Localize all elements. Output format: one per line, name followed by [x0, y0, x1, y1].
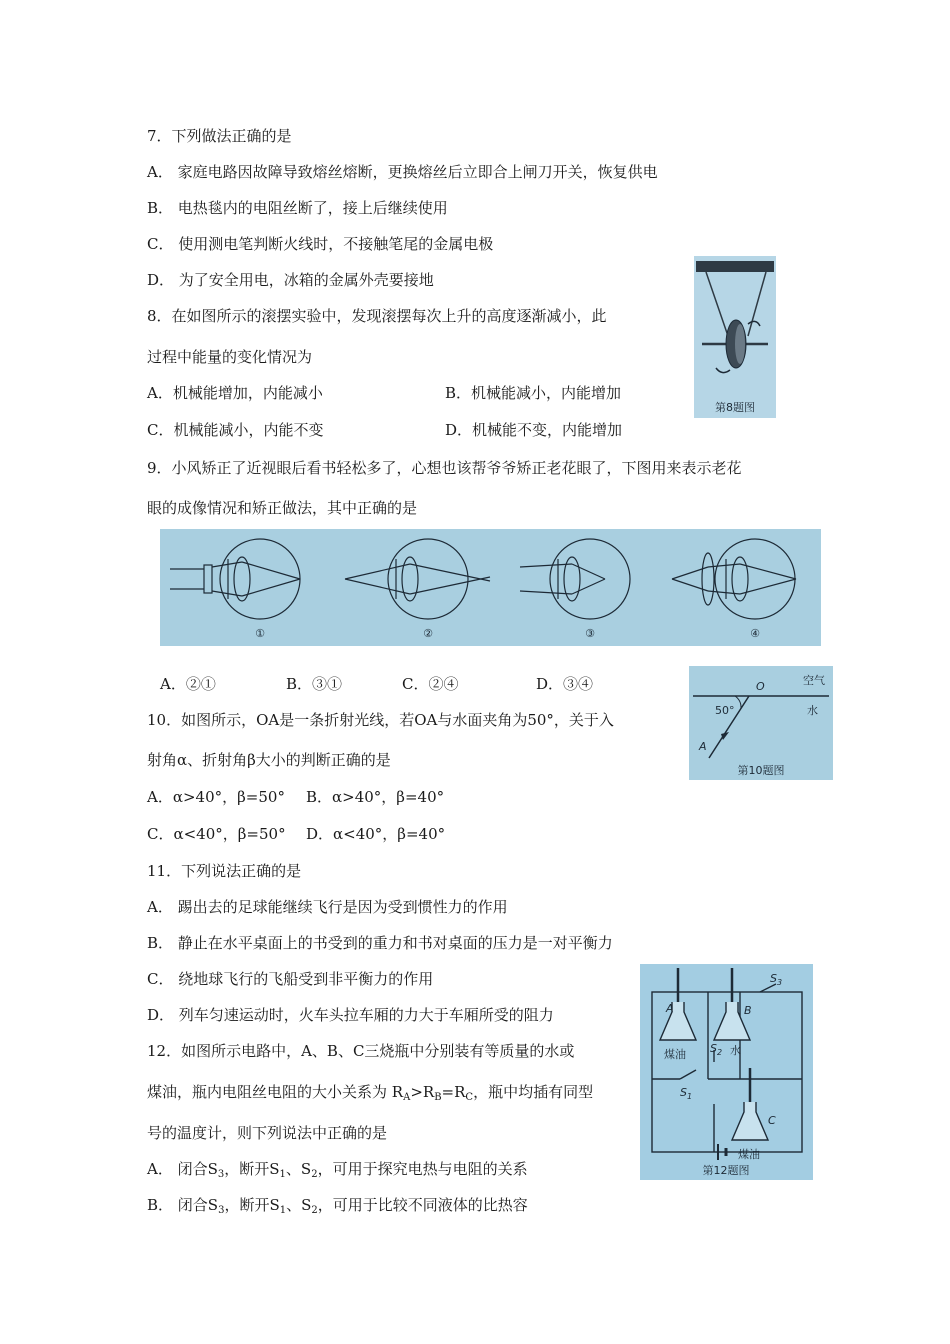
switch-s3-label: $S_3$: [770, 972, 783, 987]
switch-s1-icon: [680, 1070, 696, 1079]
eye-panel-2-label: ②: [423, 627, 433, 640]
q11-option-c: C． 绕地球飞行的飞船受到非平衡力的作用: [147, 970, 434, 988]
eye-panel-3: [520, 539, 630, 640]
q8-option-b: B．机械能减小，内能增加: [445, 384, 622, 402]
switch-s3-icon: [760, 984, 776, 992]
q10-figure-caption: 第10题图: [737, 764, 785, 777]
q10-option-d: D．α<40°，β=40°: [306, 825, 446, 843]
q7-option-b: B． 电热毯内的电阻丝断了，接上后继续使用: [147, 199, 448, 217]
q11-option-b: B． 静止在水平桌面上的书受到的重力和书对桌面的压力是一对平衡力: [147, 934, 613, 952]
q9-option-b: B．③①: [286, 675, 343, 693]
switch-s2-label: $S_2$: [710, 1042, 723, 1057]
q10-option-c: C．α<40°，β=50°: [147, 825, 286, 843]
q12-stem-line2: 煤油，瓶内电阻丝电阻的大小关系为 $R_A>R_B=R_C$，瓶中均插有同型: [147, 1083, 594, 1103]
eye-panel-3-label: ③: [585, 627, 595, 640]
angle-label: 50°: [715, 704, 735, 717]
q12-figure-circuit: [640, 964, 813, 1180]
q10-stem-line1: 10．如图所示，OA是一条折射光线，若OA与水面夹角为50°，关于入: [147, 711, 614, 729]
point-o-label: O: [756, 680, 765, 693]
q7-option-d: D． 为了安全用电，冰箱的金属外壳要接地: [147, 271, 434, 289]
q9-option-c: C．②④: [402, 675, 459, 693]
q8-figure-caption: 第8题图: [715, 401, 755, 414]
q8-figure-maxwell-wheel: [694, 256, 776, 418]
q11-option-d: D． 列车匀速运动时，火车头拉车厢的力大于车厢所受的阻力: [147, 1006, 554, 1024]
point-a-label: A: [699, 740, 707, 753]
eye-panel-2: [345, 539, 490, 640]
q12-stem-line3: 号的温度计，则下列说法中正确的是: [147, 1124, 388, 1142]
q11-option-a: A． 踢出去的足球能继续飞行是因为受到惯性力的作用: [147, 898, 508, 916]
eye-panel-1: [170, 539, 300, 640]
q7-stem: 7．下列做法正确的是: [147, 127, 292, 145]
q10-option-a: A．α>40°，β=50°: [147, 788, 285, 806]
q10-figure-refraction: [689, 666, 833, 780]
switch-s1-label: $S_1$: [680, 1086, 693, 1101]
q9-option-a: A．②①: [160, 675, 216, 693]
q10-option-b: B．α>40°，β=40°: [306, 788, 445, 806]
rotation-arrow-icon: [716, 368, 730, 373]
q8-option-a: A．机械能增加，内能减小: [147, 384, 323, 402]
q9-option-d: D．③④: [536, 675, 594, 693]
q12-option-b: B． 闭合$S_3$，断开$S_1$、$S_2$，可用于比较不同液体的比热容: [147, 1196, 528, 1216]
q8-stem-line2: 过程中能量的变化情况为: [147, 348, 313, 366]
q10-stem-line2: 射角α、折射角β大小的判断正确的是: [147, 751, 391, 769]
kerosene-a-label: 煤油: [664, 1048, 686, 1061]
flask-a-label: A: [666, 1002, 674, 1015]
eye-panel-4: [672, 539, 796, 640]
water-b-label: 水: [730, 1044, 741, 1057]
q9-figure-eye-diagrams: [160, 529, 821, 646]
kerosene-c-label: 煤油: [738, 1148, 760, 1161]
water-label: 水: [807, 704, 818, 717]
q8-option-d: D．机械能不变，内能增加: [445, 421, 623, 439]
eye-panel-1-label: ①: [255, 627, 265, 640]
air-label: 空气: [803, 674, 825, 687]
q9-stem-line2: 眼的成像情况和矫正做法，其中正确的是: [147, 499, 418, 517]
support-bar-icon: [696, 261, 774, 272]
q7-option-a: A． 家庭电路因故障导致熔丝熔断，更换熔丝后立即合上闸刀开关，恢复供电: [147, 163, 658, 181]
q8-option-c: C．机械能减小，内能不变: [147, 421, 324, 439]
eye-panel-4-label: ④: [750, 627, 760, 640]
q12-option-a: A． 闭合$S_3$，断开$S_1$、$S_2$，可用于探究电热与电阻的关系: [147, 1160, 528, 1180]
q12-figure-caption: 第12题图: [702, 1164, 750, 1177]
q9-stem-line1: 9．小风矫正了近视眼后看书轻松多了，心想也该帮爷爷矫正老花眼了，下图用来表示老花: [147, 459, 742, 477]
q8-stem-line1: 8．在如图所示的滚摆实验中，发现滚摆每次上升的高度逐渐减小，此: [147, 307, 607, 325]
q12-stem-line1: 12．如图所示电路中，A、B、C三烧瓶中分别装有等质量的水或: [147, 1042, 575, 1060]
flask-b-label: B: [744, 1004, 752, 1017]
q11-stem: 11．下列说法正确的是: [147, 862, 302, 880]
q7-option-c: C． 使用测电笔判断火线时，不接触笔尾的金属电极: [147, 235, 494, 253]
flask-c-label: C: [768, 1114, 776, 1127]
